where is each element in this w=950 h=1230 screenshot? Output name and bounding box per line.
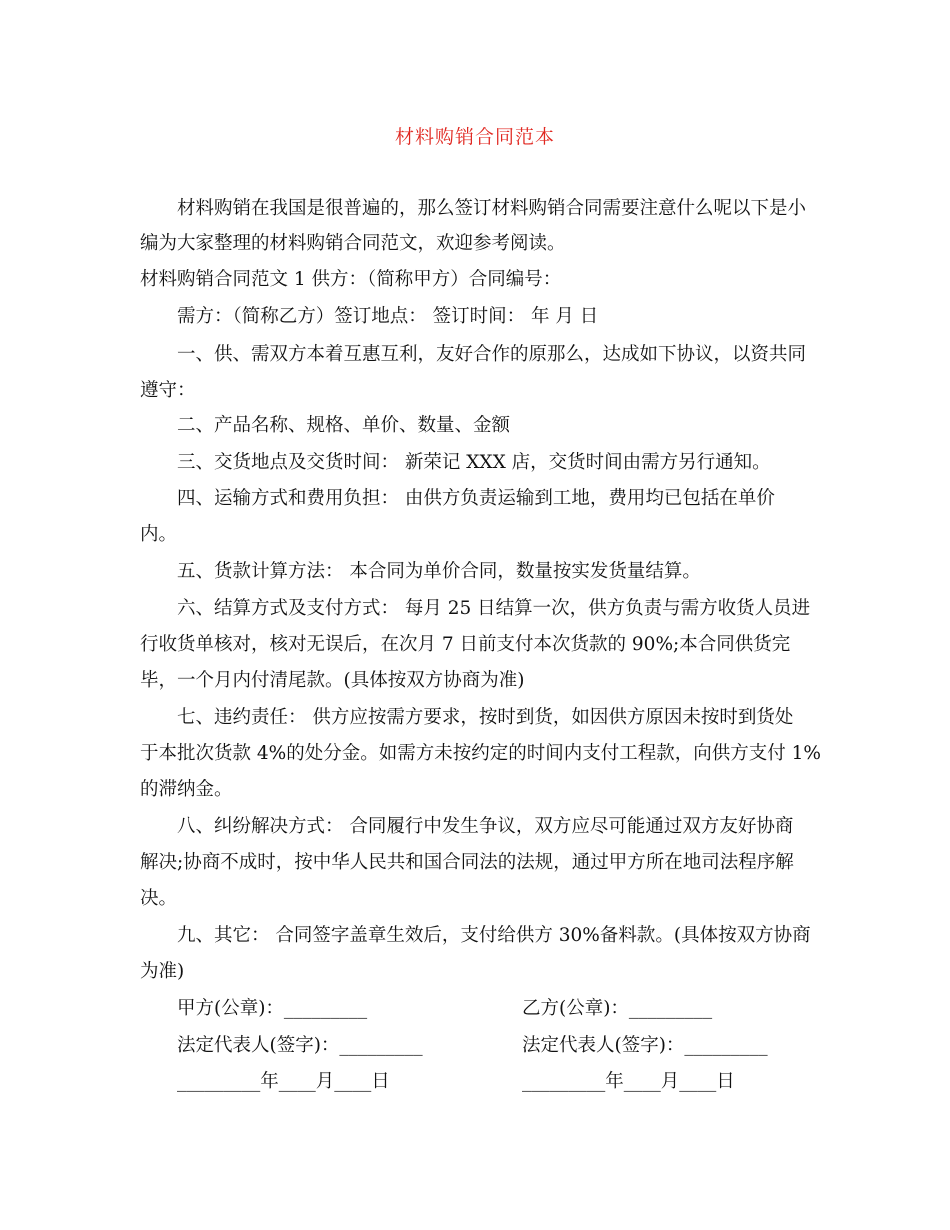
clause-7-line-3: 的滞纳金。	[140, 779, 233, 800]
clause-8-line-2: 解决;协商不成时，按中华人民共和国合同法的法规，通过甲方所在地司法程序解	[140, 852, 794, 873]
buyer-line: 需方：（简称乙方）签订地点： 签订时间： 年 月 日	[177, 306, 599, 327]
clause-8-line-3: 决。	[140, 888, 178, 909]
party-b-rep-line: 法定代表人(签字)：_________	[522, 1035, 768, 1056]
contract-header-line: 材料购销合同范文 1 供方：（简称甲方）合同编号：	[140, 269, 562, 290]
clause-3: 三、交货地点及交货时间： 新荣记 XXX 店，交货时间由需方另行通知。	[177, 452, 771, 473]
document-title: 材料购销合同范本	[394, 126, 555, 148]
party-a-rep-line: 法定代表人(签字)：_________	[177, 1035, 423, 1056]
clause-7-line-1: 七、违约责任： 供方应按需方要求，按时到货，如因供方原因未按时到货处	[177, 707, 794, 728]
clause-2: 二、产品名称、规格、单价、数量、金额	[177, 415, 511, 436]
clause-6-line-1: 六、结算方式及支付方式： 每月 25 日结算一次，供方负责与需方收货人员进	[177, 598, 811, 619]
clause-4-line-2: 内。	[140, 524, 178, 545]
clause-8-line-1: 八、纠纷解决方式： 合同履行中发生争议，双方应尽可能通过双方友好协商	[177, 816, 794, 837]
party-a-seal-line: 甲方(公章)：_________	[177, 998, 368, 1019]
party-b-seal-line: 乙方(公章)：_________	[522, 998, 713, 1019]
clause-1-line-1: 一、供、需双方本着互惠互利，友好合作的原那么，达成如下协议，以资共同	[177, 344, 807, 365]
party-a-date-line: _________年____月____日	[177, 1071, 390, 1092]
intro-line-2: 编为大家整理的材料购销合同范文，欢迎参考阅读。	[140, 233, 566, 254]
clause-5: 五、货款计算方法： 本合同为单价合同，数量按实发货量结算。	[177, 561, 701, 582]
clause-9-line-2: 为准)	[140, 961, 185, 982]
clause-1-line-2: 遵守：	[140, 380, 196, 401]
party-b-date-line: _________年____月____日	[522, 1071, 735, 1092]
clause-7-line-2: 于本批次货款 4%的处分金。如需方未按约定的时间内支付工程款，向供方支付 1%	[140, 743, 821, 764]
clause-6-line-2: 行收货单核对，核对无误后，在次月 7 日前支付本次货款的 90%;本合同供货完	[140, 634, 791, 655]
intro-line-1: 材料购销在我国是很普遍的，那么签订材料购销合同需要注意什么呢以下是小	[177, 198, 807, 219]
clause-9-line-1: 九、其它： 合同签字盖章生效后，支付给供方 30%备料款。(具体按双方协商	[177, 925, 811, 946]
clause-6-line-3: 毕，一个月内付清尾款。(具体按双方协商为准)	[140, 670, 525, 691]
clause-4-line-1: 四、运输方式和费用负担： 由供方负责运输到工地，费用均已包括在单价	[177, 488, 775, 509]
